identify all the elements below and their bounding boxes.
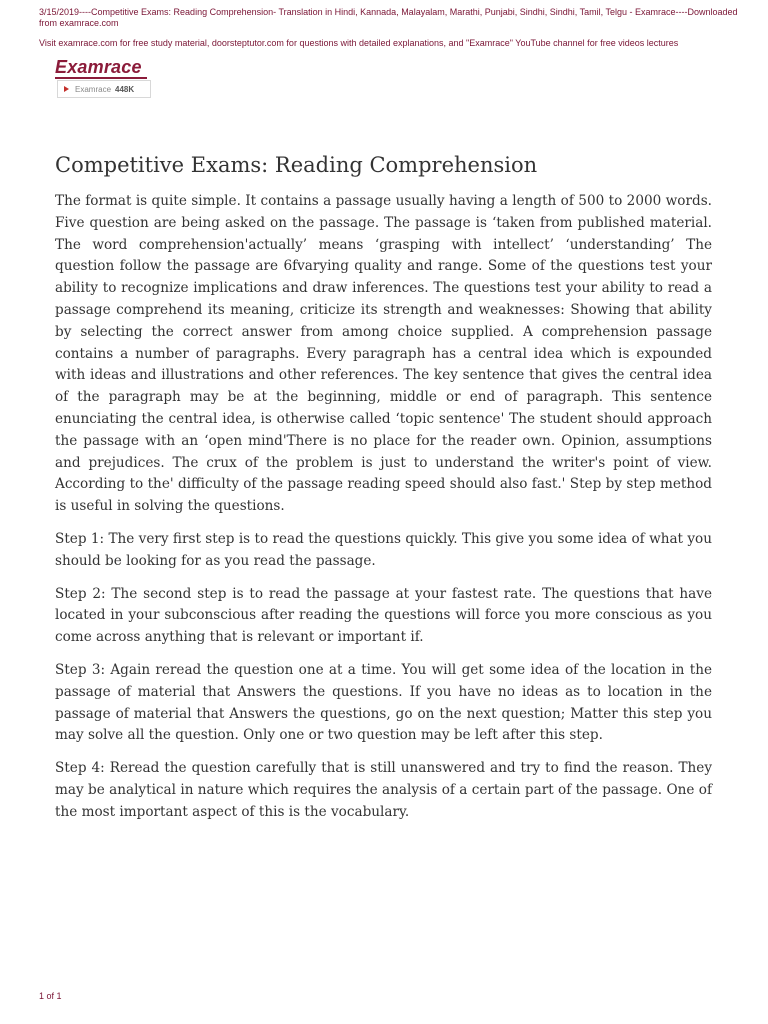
print-header [39,7,739,49]
article-body [55,191,712,835]
page-indicator: 1 of 1 [39,991,62,1001]
youtube-channel-name: Examrace [75,84,112,94]
youtube-subscriber-count: 448K [115,84,135,94]
step-3-paragraph: Step 3: Again reread the question one at a time. You will get some idea of the location in the passage of material that Answers the questions. If you have no ideas as to location in the passage of material that Answers the questions, go on the next question; Matter this step you may solve all the question. Only one or two question may be left after this step. [55,661,712,744]
print-header-visit-line: Visit examrace.com for free study material, doorsteptutor.com for questions with detailed explanations, and "Examrace" YouTube channel for free videos lectures [39,38,679,48]
logo-underline [55,77,147,79]
youtube-subscribe-badge[interactable] [57,80,151,98]
page-title: Competitive Exams: Reading Comprehension [55,153,538,177]
step-2-paragraph: Step 2: The second step is to read the passage at your fastest rate. The questions that have located in your subconscious after reading the questions will force you more conscious as you come across anything that is relevant or important if. [55,585,712,646]
step-4-paragraph: Step 4: Reread the question carefully that is still unanswered and try to find the reason. They may be analytical in nature which requires the analysis of a certain part of the passage. One of the most important aspect of this is the vocabulary. [55,760,712,820]
intro-paragraph: The format is quite simple. It contains a passage usually having a length of 500 to 2000 words. Five question are being asked on the passage. The passage is ‘taken from published material. The word comprehension'actually’ means ‘grasping with intellect’ ‘understanding’ The question follow the passage are 6fvarying quality and range. Some of the questions test your ability to recognize implications and draw inferences. The questions test your ability to read a passage comprehend its meaning, criticize its strength and weaknesses: Showing that ability by selecting the correct answer from among choice supplied. A comprehension passage contains a number of paragraphs. Every paragraph has a central idea which is expounded with ideas and illustrations and other references. The key sentence that gives the central idea of the paragraph may be at the beginning, middle or end of paragraph. This sentence enunciating the central idea, is otherwise called ‘topic sentence' The student should approach the passage with an ‘open mind'There is no place for the reader own. Opinion, assumptions and prejudices. The crux of the problem is just to understand the writer's point of view. According to the' difficulty of the passage reading speed should also fast.' Step by step method is useful in solving the questions. [55,193,712,515]
examrace-logo[interactable]: Examrace [55,57,142,77]
print-header-title-line: 3/15/2019----Competitive Exams: Reading Comprehension- Translation in Hindi, Kannada, Malayalam, Marathi, Punjabi, Sindhi, Sindhi, Tamil, Telgu - Examrace----Downloaded from examrace.com [39,7,738,28]
youtube-play-icon [64,86,69,92]
step-1-paragraph: Step 1: The very first step is to read the questions quickly. This give you some idea of what you should be looking for as you read the passage. [55,530,712,569]
